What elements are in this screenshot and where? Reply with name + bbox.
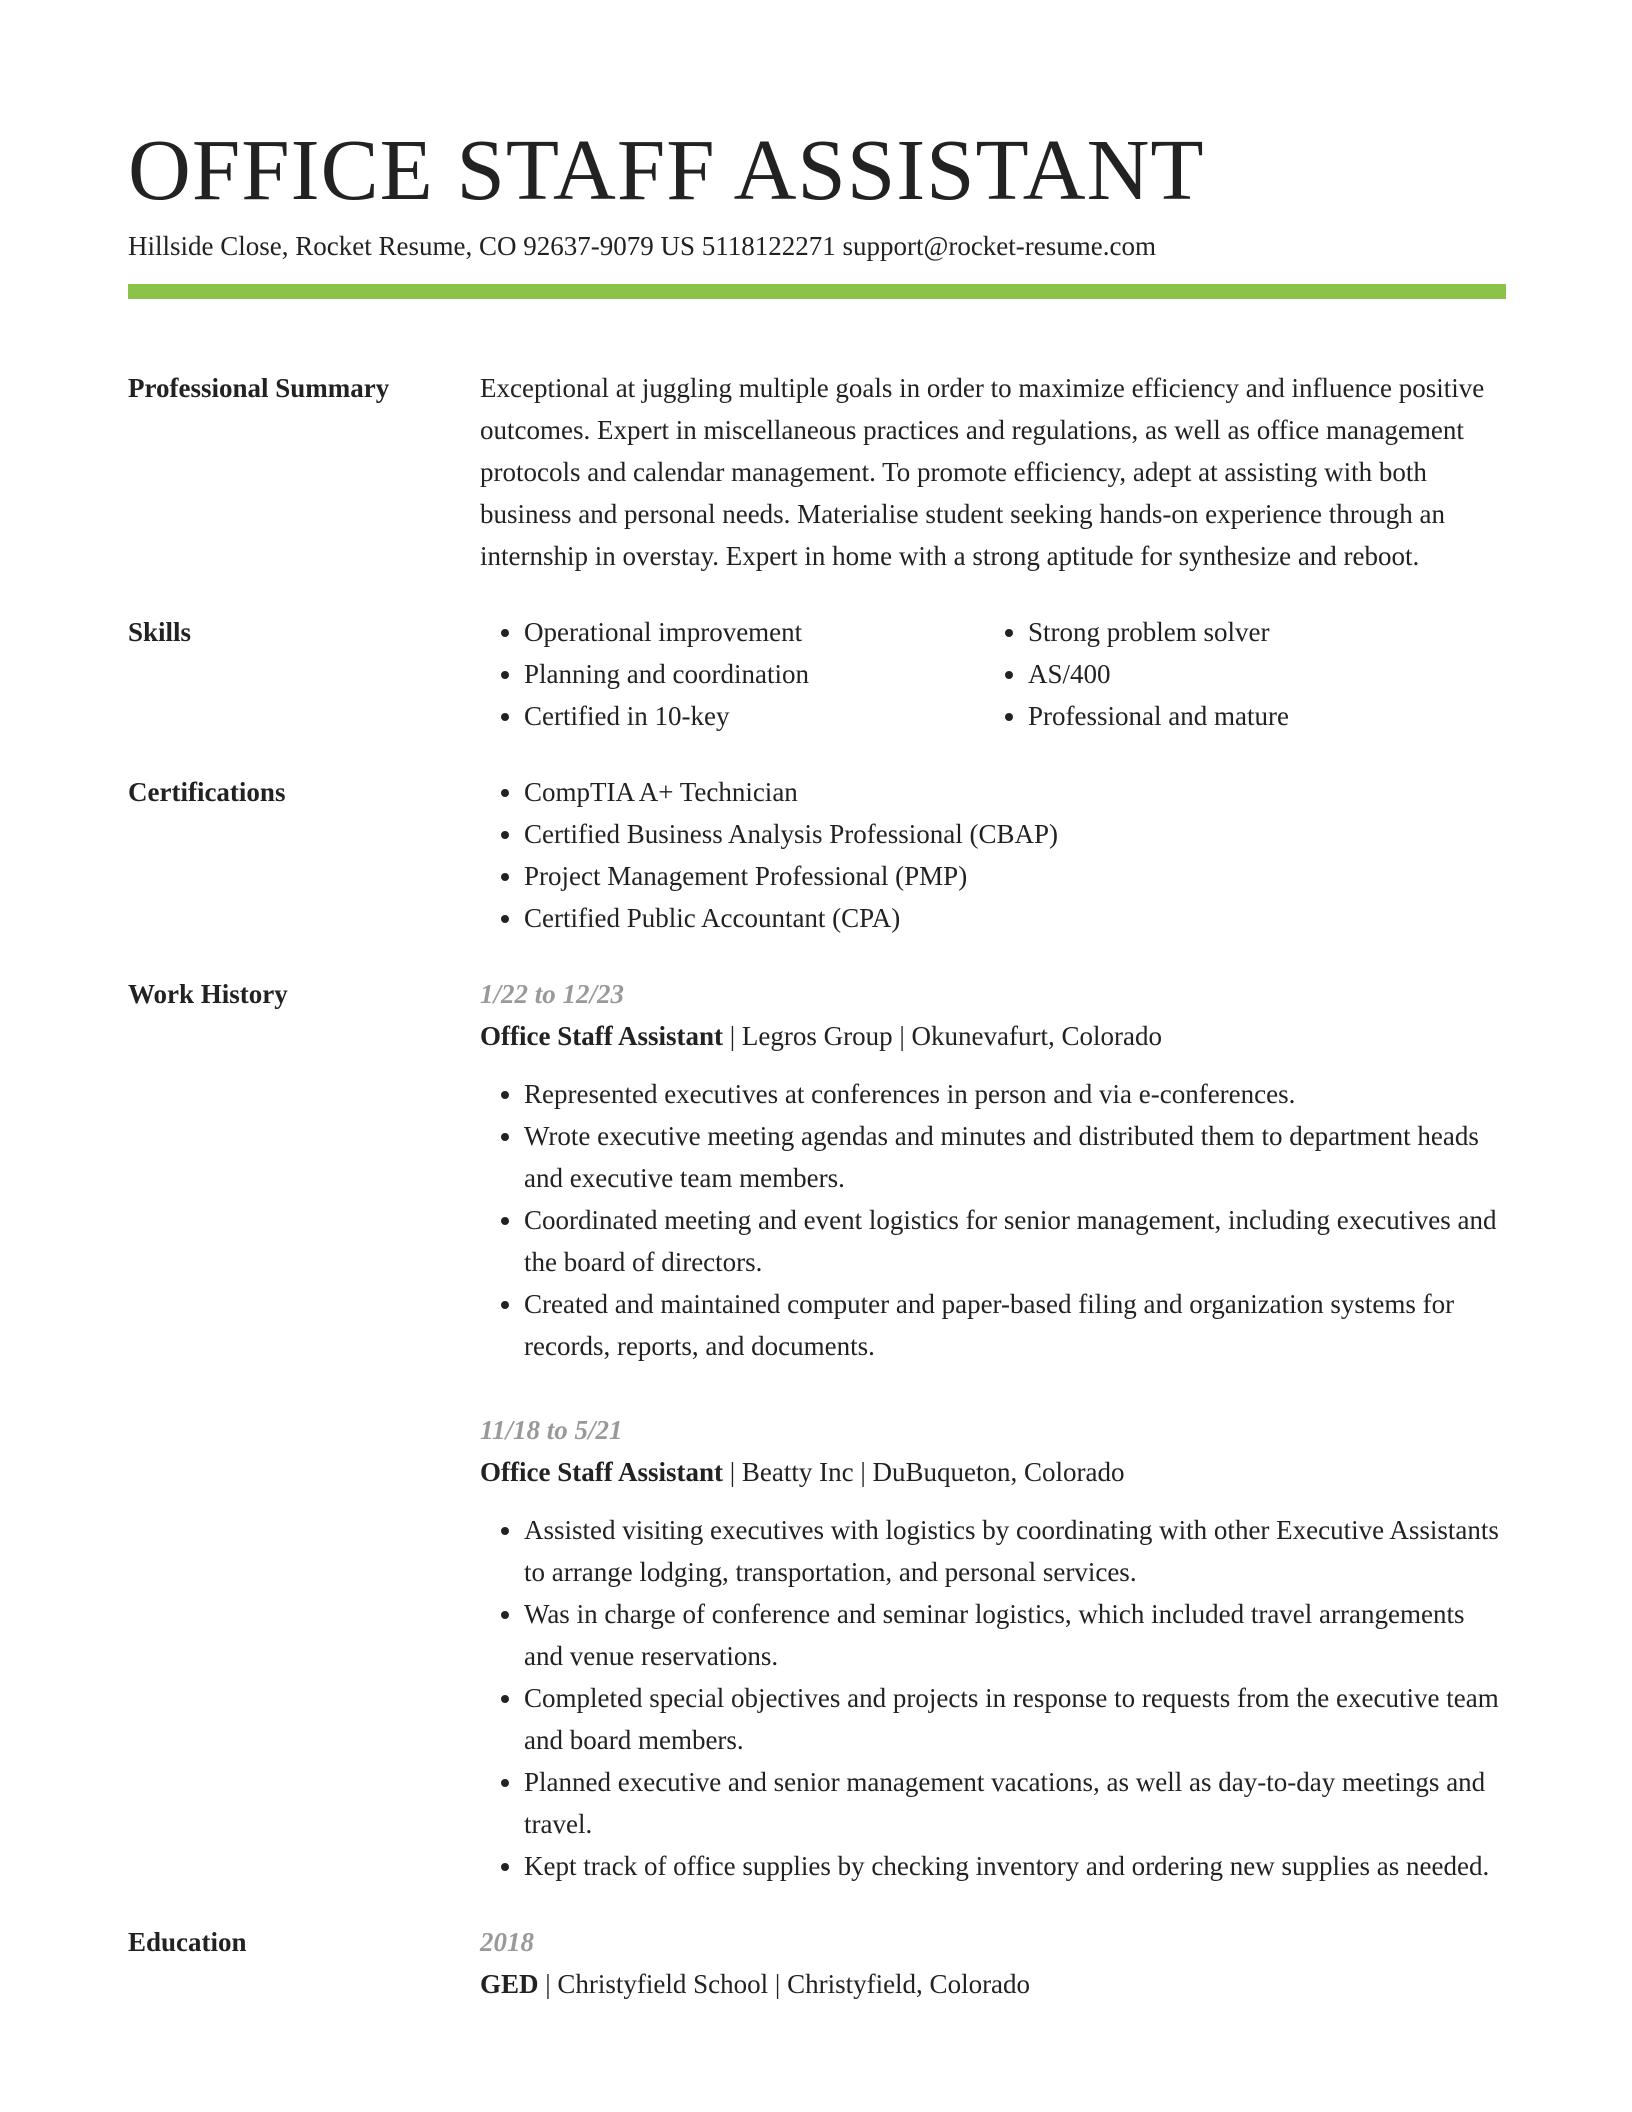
job-employer-location: | Legros Group | Okunevafurt, Colorado xyxy=(722,1021,1162,1051)
skills-list-left xyxy=(480,611,984,737)
job-bullets xyxy=(480,1073,1506,1367)
contact-line: Hillside Close, Rocket Resume, CO 92637-9079 US 5118122271 support@rocket-resume.com xyxy=(128,231,1156,261)
job-bullet: • Coordinated meeting and event logistics for senior management, including executives and the board of directors. xyxy=(524,1199,1506,1283)
certification-item: • Project Management Professional (PMP) xyxy=(524,855,1506,897)
work-history-section xyxy=(128,973,1506,1887)
job-employer-location: | Beatty Inc | DuBuqueton, Colorado xyxy=(722,1457,1125,1487)
certification-item: • Certified Business Analysis Professional (CBAP) xyxy=(524,813,1506,855)
job-bullet: • Created and maintained computer and paper-based filing and organization systems for records, reports, and documents. xyxy=(524,1283,1506,1367)
job-bullet: • Was in charge of conference and seminar logistics, which included travel arrangements and venue reservations. xyxy=(524,1593,1506,1677)
job-title: Office Staff Assistant xyxy=(480,1021,723,1051)
job-dates: 1/22 to 12/23 xyxy=(480,979,625,1009)
skill-item: • Professional and mature xyxy=(1028,695,1488,737)
job-bullet: • Planned executive and senior management vacations, as well as day-to-day meetings and travel. xyxy=(524,1761,1506,1845)
certification-item: • CompTIA A+ Technician xyxy=(524,771,1506,813)
section-label-certifications: Certifications xyxy=(128,777,286,807)
skill-item: • AS/400 xyxy=(1028,653,1488,695)
section-label-work-history: Work History xyxy=(128,979,288,1009)
education-year: 2018 xyxy=(480,1927,534,1957)
job-heading xyxy=(480,1451,1506,1493)
job-heading xyxy=(480,1015,1506,1057)
certifications-list xyxy=(480,771,1506,939)
job-title: Office Staff Assistant xyxy=(480,1457,723,1487)
job-entry xyxy=(480,973,1506,1367)
section-label-skills: Skills xyxy=(128,617,192,647)
job-bullet: • Represented executives at conferences in person and via e-conferences. xyxy=(524,1073,1506,1115)
skill-item: • Strong problem solver xyxy=(1028,611,1488,653)
skill-item: • Certified in 10-key xyxy=(524,695,984,737)
section-label-education: Education xyxy=(128,1927,247,1957)
resume-page xyxy=(128,120,1506,2005)
section-label-summary: Professional Summary xyxy=(128,373,390,403)
job-bullet: • Completed special objectives and projects in response to requests from the executive team and board members. xyxy=(524,1677,1506,1761)
job-dates: 11/18 to 5/21 xyxy=(480,1415,623,1445)
skill-item: • Operational improvement xyxy=(524,611,984,653)
skills-section xyxy=(128,611,1506,737)
header-divider xyxy=(128,284,1506,299)
job-bullet: • Kept track of office supplies by checking inventory and ordering new supplies as needed. xyxy=(524,1845,1506,1887)
certification-item: • Certified Public Accountant (CPA) xyxy=(524,897,1506,939)
summary-text: Exceptional at juggling multiple goals in order to maximize efficiency and influence positive outcomes. Expert in miscellaneous practices and regulations, as well as office management protocols and calendar management. To promote efficiency, adept at assisting with both business and personal needs. Materialise student seeking hands-on experience through an internship in overstay. Expert in home with a strong aptitude for synthesize and reboot. xyxy=(480,373,1485,571)
education-degree: GED xyxy=(480,1969,539,1999)
job-bullet: • Assisted visiting executives with logistics by coordinating with other Executive Assistants to arrange lodging, transportation, and personal services. xyxy=(524,1509,1506,1593)
education-heading xyxy=(480,1963,1506,2005)
education-school-location: | Christyfield School | Christyfield, Colorado xyxy=(538,1969,1031,1999)
job-bullets xyxy=(480,1509,1506,1887)
job-bullet: • Wrote executive meeting agendas and minutes and distributed them to department heads and executive team members. xyxy=(524,1115,1506,1199)
certifications-section xyxy=(128,771,1506,939)
education-section xyxy=(128,1921,1506,2005)
skill-item: • Planning and coordination xyxy=(524,653,984,695)
job-entry xyxy=(480,1409,1506,1887)
candidate-name: OFFICE STAFF ASSISTANT xyxy=(128,121,1205,218)
summary-section xyxy=(128,367,1506,577)
skills-list-right xyxy=(984,611,1488,737)
